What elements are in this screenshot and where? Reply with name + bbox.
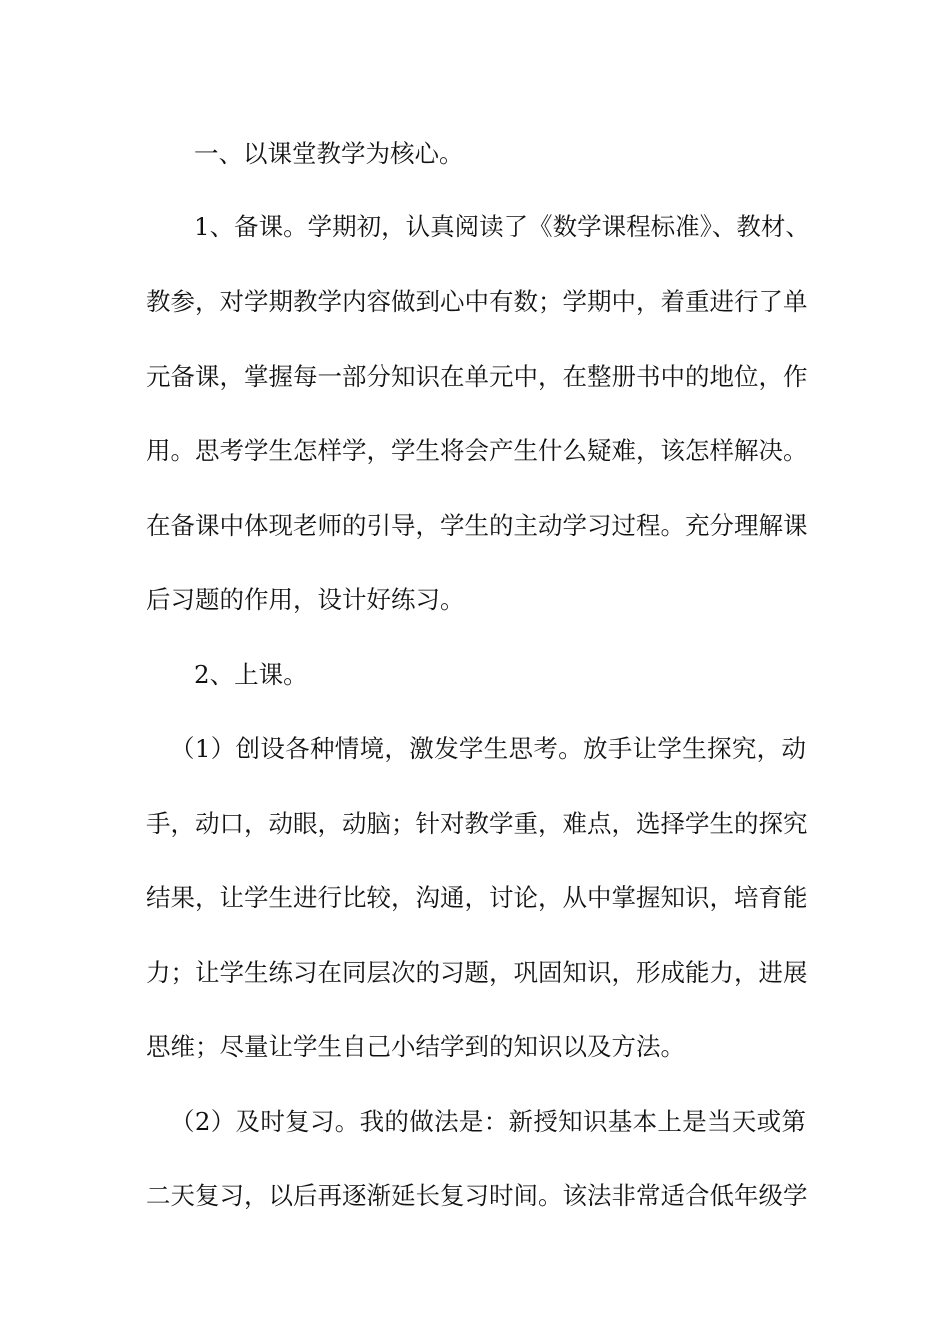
- paragraph-line: （1）创设各种情境，激发学生思考。放手让学生探究，动: [170, 734, 806, 763]
- section-heading: 一、以课堂教学为核心。: [194, 139, 464, 168]
- paragraph-line: 教参，对学期教学内容做到心中有数；学期中，着重进行了单: [146, 287, 808, 316]
- section-title: 2、上课。: [194, 660, 308, 689]
- paragraph-line: 结果，让学生进行比较，沟通，讨论，从中掌握知识，培育能: [146, 883, 808, 912]
- paragraph-line: 思维；尽量让学生自己小结学到的知识以及方法。: [146, 1032, 685, 1061]
- paragraph-line: 在备课中体现老师的引导，学生的主动学习过程。充分理解课: [146, 511, 808, 540]
- paragraph-line: 元备课，掌握每一部分知识在单元中，在整册书中的地位，作: [146, 362, 808, 391]
- paragraph-line: 二天复习，以后再逐渐延长复习时间。该法非常适合低年级学: [146, 1181, 808, 1210]
- paragraph-line: 后习题的作用，设计好练习。: [146, 585, 465, 614]
- paragraph-line: 用。思考学生怎样学，学生将会产生什么疑难，该怎样解决。: [146, 436, 808, 465]
- paragraph-line: （2）及时复习。我的做法是：新授知识基本上是当天或第: [170, 1107, 806, 1136]
- paragraph-line: 手，动口，动眼，动脑；针对教学重，难点，选择学生的探究: [146, 809, 808, 838]
- paragraph-line: 力；让学生练习在同层次的习题，巩固知识，形成能力，进展: [146, 958, 808, 987]
- paragraph-line: 1、备课。学期初，认真阅读了《数学课程标准》、教材、: [194, 212, 810, 241]
